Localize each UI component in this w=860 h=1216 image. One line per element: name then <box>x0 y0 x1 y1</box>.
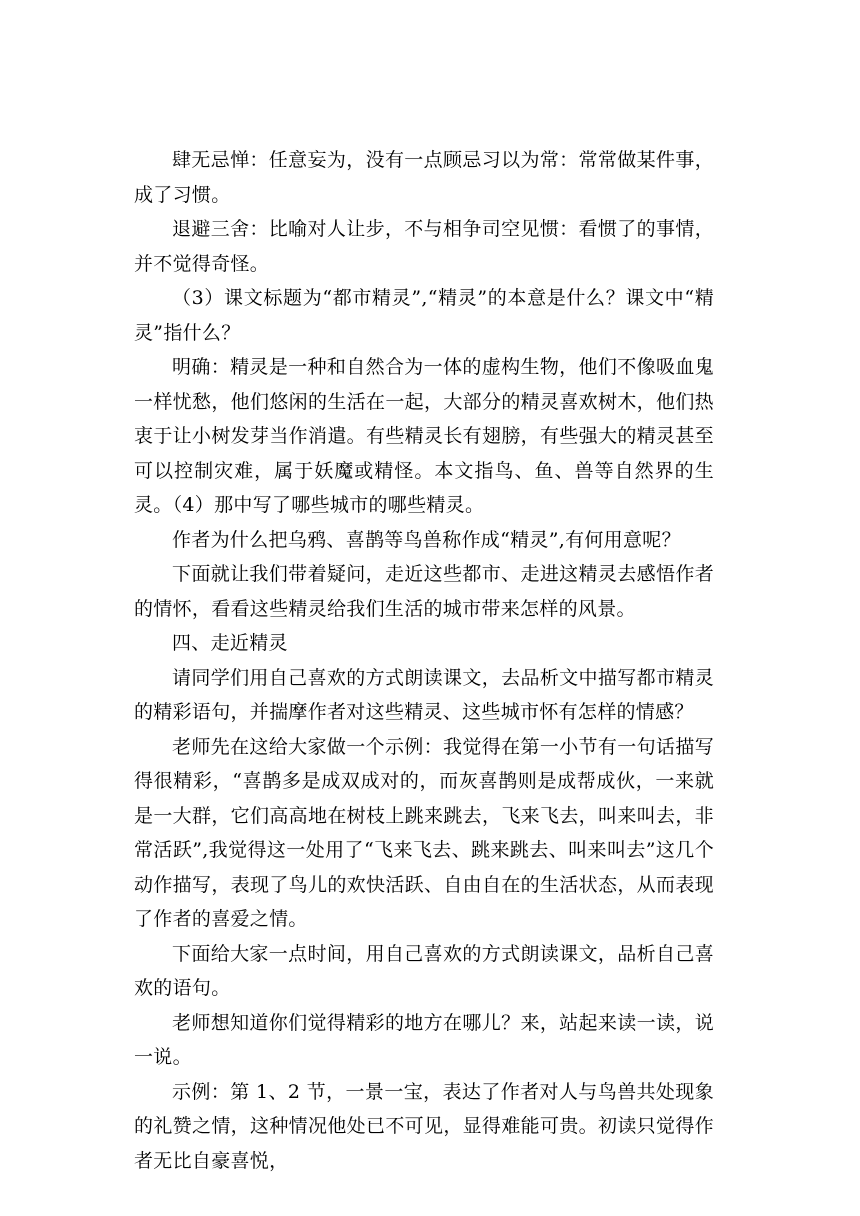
section-heading: 四、走近精灵 <box>172 632 288 654</box>
paragraph-sample: 示例：第 1、2 节，一景一宝，表达了作者对人与鸟兽共处现象的礼赞之情，这种情况他处已不可见，显得难能可贵。初读只觉得作者无比自豪喜悦， <box>134 1080 714 1172</box>
paragraph-transition: 下面就让我们带着疑问，走近这些都市、走进这精灵去感悟作者的情怀，看看这些精灵给我们生活的城市带来怎样的风景。 <box>134 563 714 620</box>
paragraph-answer: 明确：精灵是一种和自然合为一体的虚构生物，他们不像吸血鬼一样忧愁，他们悠闲的生活在一起，大部分的精灵喜欢树木，他们热衷于让小树发芽当作消遣。有些精灵长有翅膀，有些强大的精灵甚至可以控制灾难，属于妖魔或精怪。本文指鸟、鱼、兽等自然界的生灵。（4）那中写了哪些城市的哪些精灵。 <box>134 356 714 516</box>
paragraph-idiom-1: 肆无忌惮：任意妄为，没有一点顾忌习以为常：常常做某件事，成了习惯。 <box>134 149 714 206</box>
paragraph-ask: 老师想知道你们觉得精彩的地方在哪儿？来，站起来读一读，说一说。 <box>134 1011 714 1068</box>
paragraph-example: 老师先在这给大家做一个示例：我觉得在第一小节有一句话描写得很精彩，“喜鹊多是成双成对的，而灰喜鹊则是成帮成伙，一来就是一大群，它们高高地在树枝上跳来跳去，飞来飞去，叫来叫去，非常活跃”,我觉得这一处用了“飞来飞去、跳来跳去、叫来叫去”这几个动作描写，表现了鸟儿的欢快活跃、自由自在的生活状态，从而表现了作者的喜爱之情。 <box>134 735 714 930</box>
paragraph-question-why: 作者为什么把乌鸦、喜鹊等鸟兽称作成“精灵”,有何用意呢？ <box>172 528 681 551</box>
paragraph-question-3: （3）课文标题为“都市精灵”,“精灵”的本意是什么？课文中“精灵”指什么？ <box>134 287 714 344</box>
paragraph-instruction: 请同学们用自己喜欢的方式朗读课文，去品析文中描写都市精灵的精彩语句，并揣摩作者对这些精灵、这些城市怀有怎样的情感？ <box>134 666 714 723</box>
paragraph-time: 下面给大家一点时间，用自己喜欢的方式朗读课文，品析自己喜欢的语句。 <box>134 942 714 999</box>
document-body <box>134 143 714 1178</box>
paragraph-idiom-2: 退避三舍：比喻对人让步，不与相争司空见惯：看惯了的事情，并不觉得奇怪。 <box>134 218 714 275</box>
